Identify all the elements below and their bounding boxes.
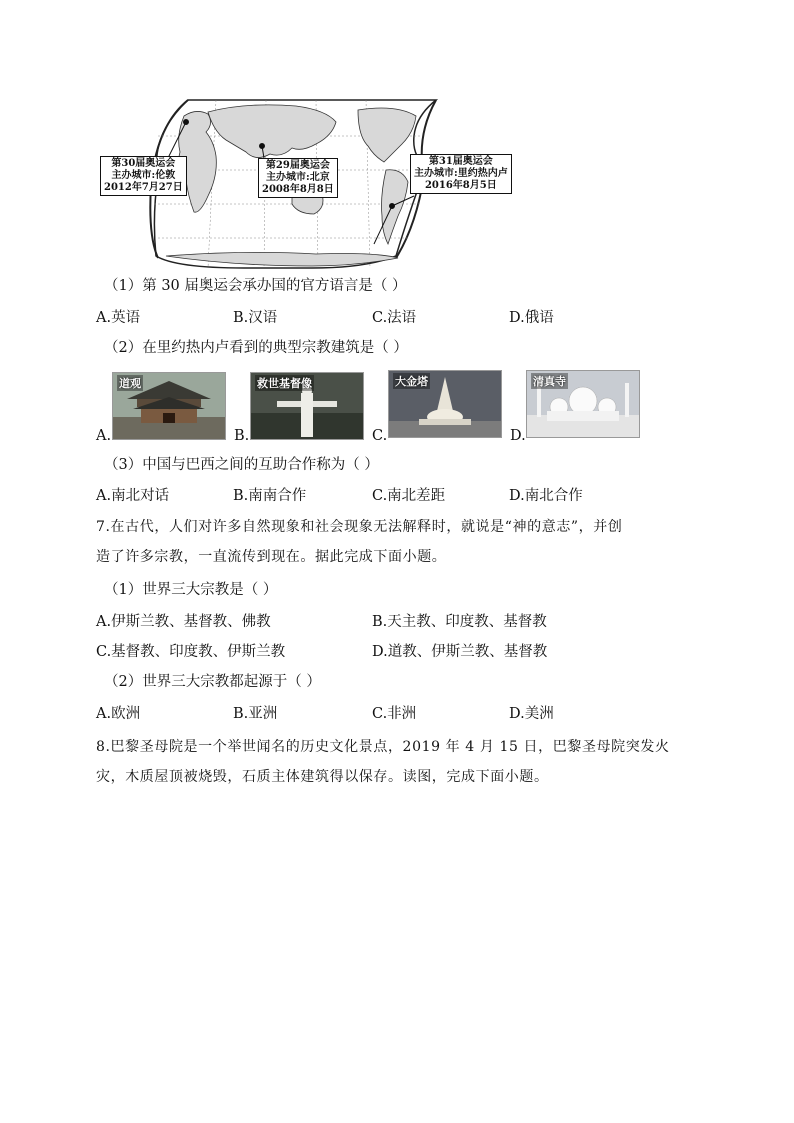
q6-sub1-option-b[interactable]: B.汉语 <box>233 310 278 326</box>
q6-sub2-letter-d[interactable]: D. <box>510 428 526 444</box>
q6-sub2-image-d[interactable] <box>526 370 640 438</box>
callout-beijing-title: 第29届奥运会 <box>265 160 330 171</box>
q6-sub1-option-a[interactable]: A.英语 <box>96 310 141 326</box>
q8-stem <box>96 732 696 792</box>
q6-sub2-caption-c: 大金塔 <box>395 375 428 388</box>
q7-sub2-option-a[interactable]: A.欧洲 <box>96 706 141 722</box>
callout-beijing <box>258 158 338 198</box>
callout-beijing-city: 主办城市:北京 <box>266 172 330 183</box>
q6-sub1-option-c[interactable]: C.法语 <box>372 310 417 326</box>
q6-sub2-caption-a: 道观 <box>119 377 141 390</box>
q6-sub1-text: （1）第 30 届奥运会承办国的官方语言是（ ） <box>104 278 407 294</box>
q6-sub2-letter-a[interactable]: A. <box>96 428 112 444</box>
q7-sub1-option-a[interactable]: A.伊斯兰教、基督教、佛教 <box>96 614 271 630</box>
q7-sub2-option-d[interactable]: D.美洲 <box>509 706 554 722</box>
q6-sub3-text: （3）中国与巴西之间的互助合作称为（ ） <box>104 457 379 473</box>
q6-sub2-image-c[interactable] <box>388 370 502 438</box>
q6-sub3-option-d[interactable]: D.南北合作 <box>509 488 583 504</box>
q6-sub2-caption-b: 救世基督像 <box>257 377 312 390</box>
q7-stem <box>96 512 696 572</box>
world-map-figure <box>96 96 528 270</box>
q7-sub1-option-b[interactable]: B.天主教、印度教、基督教 <box>372 614 547 630</box>
callout-rio-title: 第31届奥运会 <box>428 156 493 167</box>
callout-rio-date: 2016年8月5日 <box>424 180 497 191</box>
q7-sub2-text: （2）世界三大宗教都起源于（ ） <box>104 674 321 690</box>
callout-london-title: 第30届奥运会 <box>111 158 176 169</box>
q6-sub2-image-a[interactable] <box>112 372 226 440</box>
callout-london-city: 主办城市:伦敦 <box>111 170 176 181</box>
q8-stem-line1: 8.巴黎圣母院是一个举世闻名的历史文化景点，2019 年 4 月 15 日，巴黎圣母院突发火 <box>96 739 670 755</box>
q7-sub1-option-d[interactable]: D.道教、伊斯兰教、基督教 <box>372 644 548 660</box>
callout-london-date: 2012年7月27日 <box>104 182 183 193</box>
q7-sub1-option-c[interactable]: C.基督教、印度教、伊斯兰教 <box>96 644 286 660</box>
q6-sub3-option-b[interactable]: B.南南合作 <box>233 488 307 504</box>
callout-rio-city: 主办城市:里约热内卢 <box>414 168 508 179</box>
q7-sub2-option-b[interactable]: B.亚洲 <box>233 706 278 722</box>
q6-sub2-letter-c[interactable]: C. <box>372 428 388 444</box>
q6-sub2-letter-b[interactable]: B. <box>234 428 250 444</box>
q8-stem-line2: 灾，木质屋顶被烧毁，石质主体建筑得以保存。读图，完成下面小题。 <box>96 769 549 785</box>
q6-sub2-caption-d: 清真寺 <box>533 375 566 388</box>
q7-sub1-text: （1）世界三大宗教是（ ） <box>104 582 278 598</box>
q6-sub1-option-d[interactable]: D.俄语 <box>509 310 554 326</box>
q6-sub2-text: （2）在里约热内卢看到的典型宗教建筑是（ ） <box>104 340 408 356</box>
q7-stem-line2: 造了许多宗教，一直流传到现在。据此完成下面小题。 <box>96 549 447 565</box>
q7-stem-line1: 7.在古代，人们对许多自然现象和社会现象无法解释时，就说是“神的意志”，并创 <box>96 519 623 535</box>
callout-london <box>100 156 187 196</box>
q7-sub2-option-c[interactable]: C.非洲 <box>372 706 417 722</box>
q6-sub2-image-b[interactable] <box>250 372 364 440</box>
q6-sub3-option-c[interactable]: C.南北差距 <box>372 488 446 504</box>
callout-rio <box>410 154 512 194</box>
callout-beijing-date: 2008年8月8日 <box>262 184 334 195</box>
q6-sub3-option-a[interactable]: A.南北对话 <box>96 488 170 504</box>
